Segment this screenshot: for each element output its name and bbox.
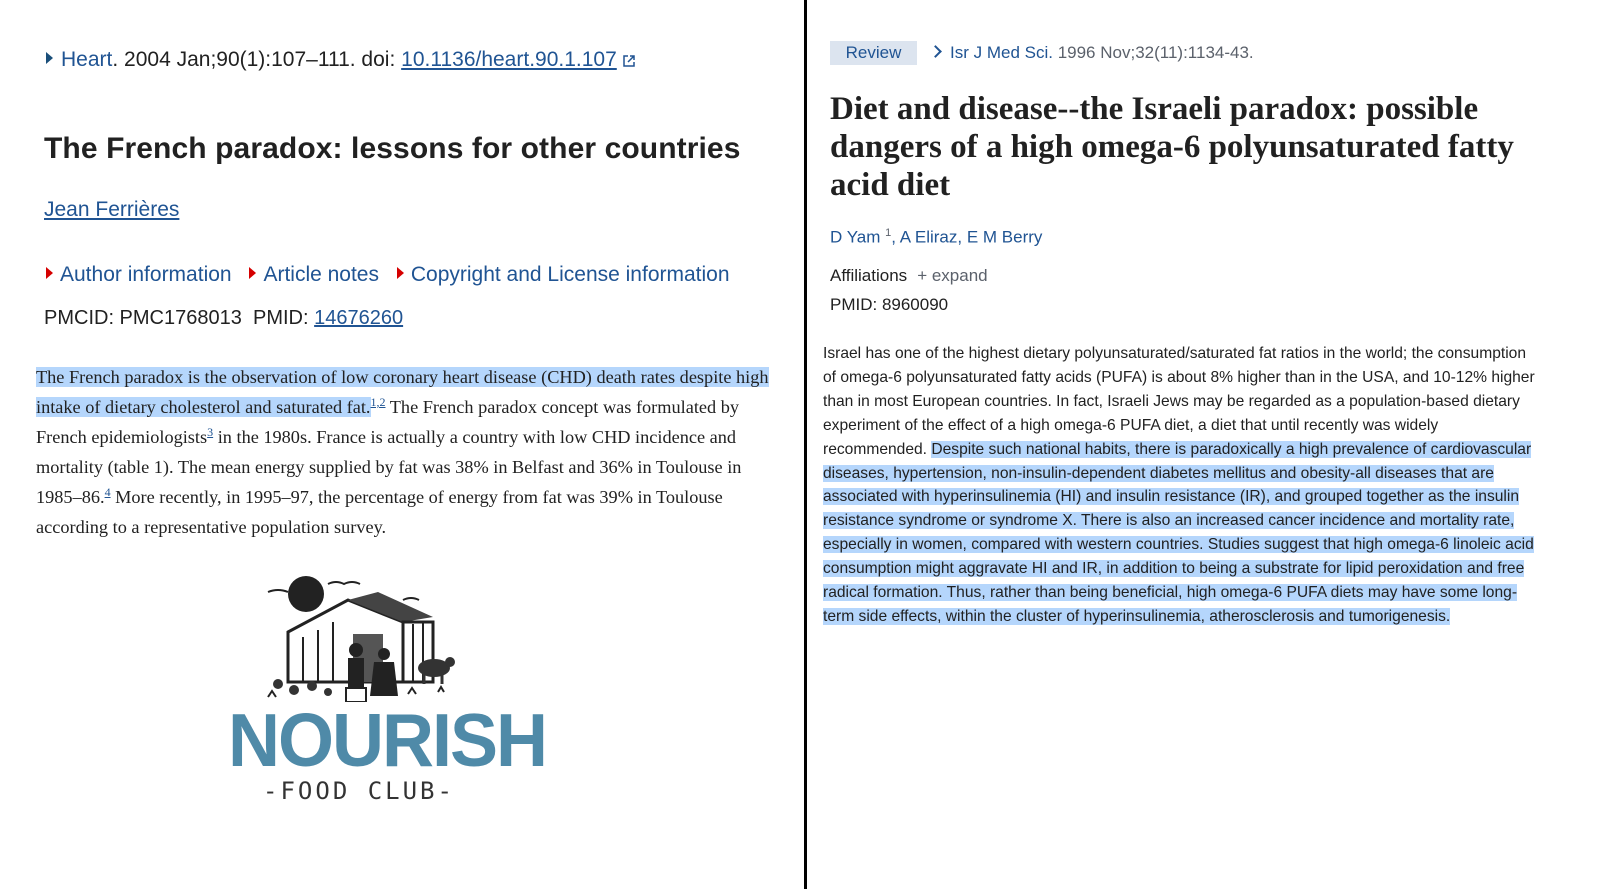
paragraph-text: More recently, in 1995–97, the percentage of energy from fat was 39% in Toulouse according to a representative population survey. [36, 487, 723, 537]
affiliation-marker[interactable]: 1 [885, 227, 892, 239]
article-title: Diet and disease--the Israeli paradox: possible dangers of a high omega-6 polyunsaturated fatty acid diet [830, 91, 1514, 203]
logo-wordmark: NOURISH [228, 699, 547, 783]
logo-subtitle: -FOOD CLUB- [263, 777, 455, 805]
citation-line [46, 48, 635, 72]
reference-link[interactable]: 3 [207, 424, 214, 439]
author-information-link[interactable]: Author information [46, 263, 232, 286]
article-paragraph [36, 362, 786, 542]
paragraph-text: The French paradox concept was formulated by French epidemiologists [36, 397, 740, 447]
panel-divider [804, 0, 807, 889]
right-panel [808, 0, 1600, 889]
author-link[interactable]: Jean Ferrières [44, 198, 180, 221]
farm-illustration-icon [228, 572, 490, 702]
reference-link[interactable]: 4 [104, 484, 111, 499]
author-links[interactable]: , A Eliraz, E M Berry [891, 227, 1043, 247]
author-link[interactable]: D Yam [830, 227, 881, 247]
article-title: The French paradox: lessons for other countries [44, 132, 741, 165]
red-triangle-icon [46, 267, 53, 279]
highlighted-text: Despite such national habits, there is paradoxically a high prevalence of cardiovascular diseases, hypertension, non-insulin-dependent diabetes mellitus and obesity-all diseases that are associated with hyperinsulinemia (HI) and insulin resistance (IR), and grouped together as the insulin resistance syndrome or syndrome X. There is also an increased cancer incidence and mortality rate, especially in women, compared with western countries. Studies suggest that high omega-6 linoleic acid consumption might aggravate HI and IR, in addition to being a substrate for lipid peroxidation and free radical formation. Thus, rather than being beneficial, high omega-6 PUFA diets may have some long-term side effects, within the cluster of hyperinsulinemia, atherosclerosis and tumorigenesis. [823, 440, 1534, 625]
citation-details: 1996 Nov;32(11):1134-43. [1052, 43, 1254, 62]
journal-link[interactable]: Isr J Med Sci. [950, 43, 1053, 62]
nourish-logo [228, 572, 547, 812]
article-ids [44, 307, 403, 330]
citation-details: . 2004 Jan;90(1):107–111. doi: [112, 48, 402, 71]
info-links [46, 263, 742, 287]
review-badge: Review [830, 41, 917, 65]
abstract-paragraph [823, 342, 1543, 629]
authors-list [830, 227, 1042, 248]
doi-link[interactable]: 10.1136/heart.90.1.107 [401, 48, 617, 71]
pmid-label: PMID: [253, 307, 315, 329]
chevron-right-icon [929, 45, 942, 58]
reference-link[interactable]: 1,2 [370, 394, 386, 409]
red-triangle-icon [249, 267, 256, 279]
journal-link[interactable]: Heart [61, 48, 113, 71]
article-notes-link[interactable]: Article notes [249, 263, 379, 286]
pmid-link[interactable]: 14676260 [314, 307, 404, 329]
expand-button[interactable]: + expand [917, 266, 988, 285]
affiliations-row [830, 266, 988, 286]
external-link-icon[interactable] [623, 55, 635, 67]
pmid: PMID: 8960090 [830, 295, 949, 314]
highlighted-text: The French paradox is the observation of low coronary heart disease (CHD) death rates despite high intake of dietary cholesterol and saturated fat. [36, 367, 769, 417]
pmcid: PMCID: PMC1768013 [44, 307, 242, 329]
red-triangle-icon [397, 267, 404, 279]
expand-triangle-icon[interactable] [46, 52, 53, 64]
abstract-text: Israel has one of the highest dietary polyunsaturated/saturated fat ratios in the world; the consumption of omega-6 polyunsaturated fatty acids (PUFA) is about 8% higher than in the USA, and 10-12% higher than in most European countries. In fact, Israeli Jews may be regarded as a population-based dietary experiment of the effect of a high omega-6 PUFA diet, a diet that until recently was widely recommended. [823, 345, 1535, 458]
paragraph-text: in the 1980s. France is actually a country with low CHD incidence and mortality (table 1). The mean energy supplied by fat was 38% in Belfast and 36% in Toulouse in 1985–86. [36, 427, 742, 507]
citation-line [931, 43, 1254, 63]
copyright-license-link[interactable]: Copyright and License information [397, 263, 730, 286]
affiliations-label: Affiliations [830, 266, 908, 285]
